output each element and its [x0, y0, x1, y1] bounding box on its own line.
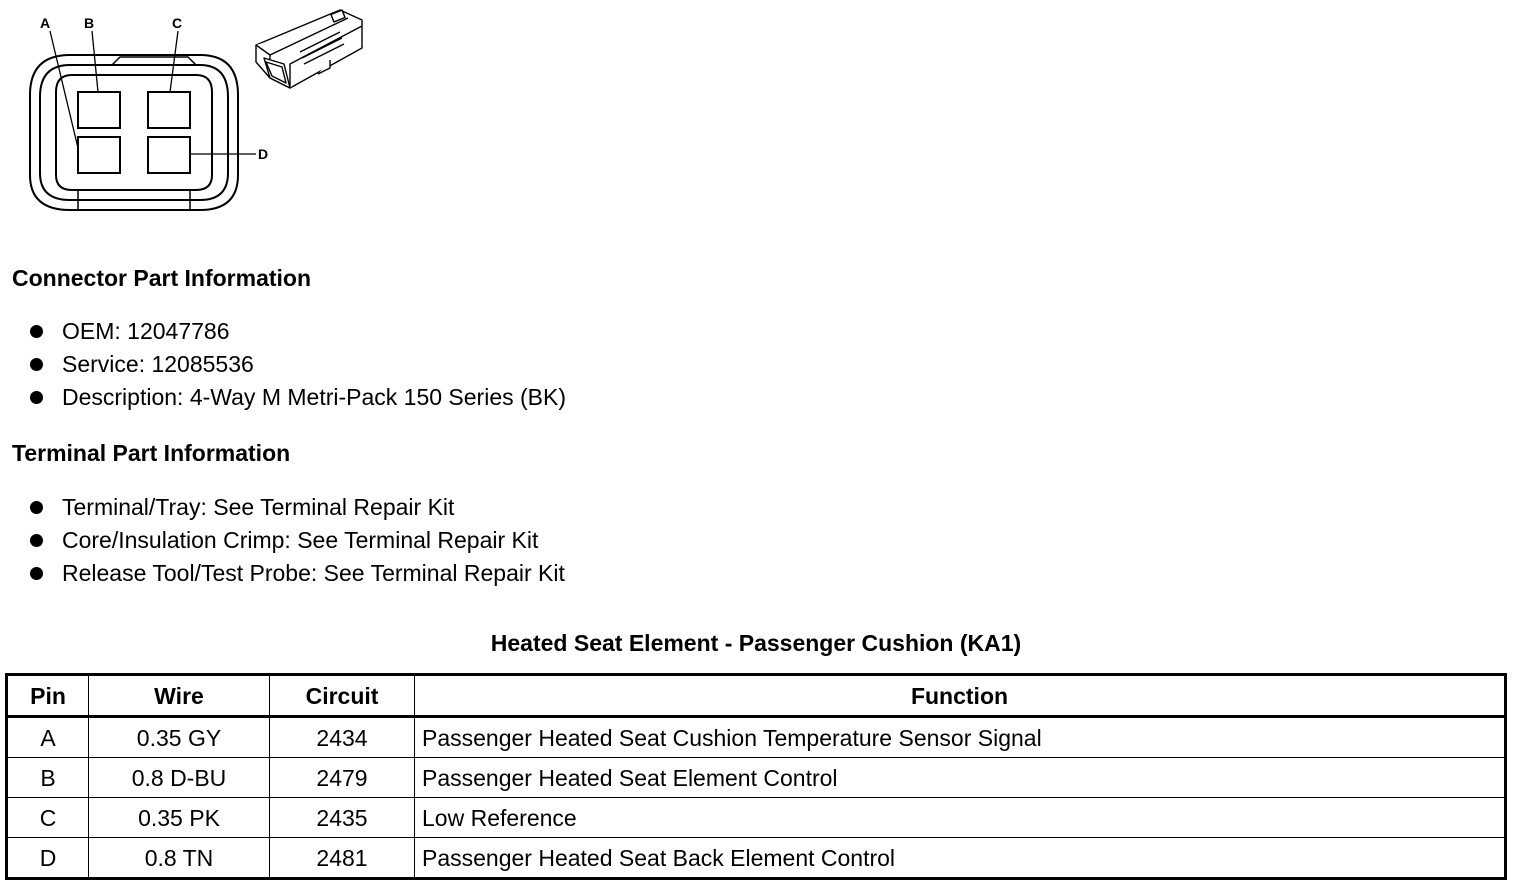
header-circuit: Circuit [270, 675, 415, 717]
pin-label-d: D [258, 146, 269, 162]
cell-pin: B [7, 758, 89, 798]
table-row [7, 798, 1506, 838]
cavity-d [148, 137, 190, 173]
table-header-row [7, 675, 1506, 717]
list-item [28, 350, 566, 383]
list-item [28, 559, 565, 592]
cell-wire: 0.35 PK [89, 798, 270, 838]
connector-3d-icon [256, 10, 362, 88]
bullet-icon [30, 534, 43, 547]
terminal-tray-info: Terminal/Tray: See Terminal Repair Kit [62, 494, 455, 520]
list-item [28, 383, 566, 416]
pin-label-c: C [172, 15, 183, 31]
cavity-b [78, 92, 120, 128]
connector-description: Description: 4-Way M Metri-Pack 150 Series (BK) [62, 384, 567, 410]
cell-circuit: 2479 [270, 758, 415, 798]
list-item [28, 317, 566, 350]
list-item [28, 526, 565, 559]
release-tool-info: Release Tool/Test Probe: See Terminal Repair Kit [62, 560, 565, 586]
crimp-info: Core/Insulation Crimp: See Terminal Repair Kit [62, 527, 539, 553]
header-pin: Pin [7, 675, 89, 717]
bullet-icon [30, 391, 43, 404]
pin-label-a: A [40, 15, 51, 31]
connector-part-info-list [28, 317, 566, 416]
table-row [7, 838, 1506, 879]
cavity-a [78, 137, 120, 173]
oem-part-number: OEM: 12047786 [62, 318, 230, 344]
cell-wire: 0.8 TN [89, 838, 270, 879]
cell-pin: A [7, 717, 89, 758]
cavity-c [148, 92, 190, 128]
header-function: Function [415, 675, 1506, 717]
bullet-icon [30, 325, 43, 338]
bullet-icon [30, 501, 43, 514]
terminal-part-info-heading: Terminal Part Information [12, 440, 291, 466]
pin-out-table [5, 673, 1507, 880]
cell-function: Passenger Heated Seat Back Element Control [415, 838, 1506, 879]
cell-pin: C [7, 798, 89, 838]
bullet-icon [30, 567, 43, 580]
cell-circuit: 2434 [270, 717, 415, 758]
connector-part-info-heading: Connector Part Information [12, 265, 312, 291]
pin-cavities [78, 92, 190, 173]
cell-wire: 0.35 GY [89, 717, 270, 758]
cell-wire: 0.8 D-BU [89, 758, 270, 798]
terminal-part-info-list [28, 493, 565, 592]
list-item [28, 493, 565, 526]
table-row [7, 758, 1506, 798]
cell-circuit: 2435 [270, 798, 415, 838]
cell-pin: D [7, 838, 89, 879]
bullet-icon [30, 358, 43, 371]
cell-function: Passenger Heated Seat Element Control [415, 758, 1506, 798]
cell-function: Low Reference [415, 798, 1506, 838]
cell-circuit: 2481 [270, 838, 415, 879]
header-wire: Wire [89, 675, 270, 717]
table-row [7, 717, 1506, 758]
connector-face-diagram [0, 0, 380, 220]
cell-function: Passenger Heated Seat Cushion Temperature Sensor Signal [415, 717, 1506, 758]
pin-label-b: B [84, 15, 95, 31]
service-part-number: Service: 12085536 [62, 351, 254, 377]
table-title: Heated Seat Element - Passenger Cushion (KA1) [490, 630, 1022, 656]
